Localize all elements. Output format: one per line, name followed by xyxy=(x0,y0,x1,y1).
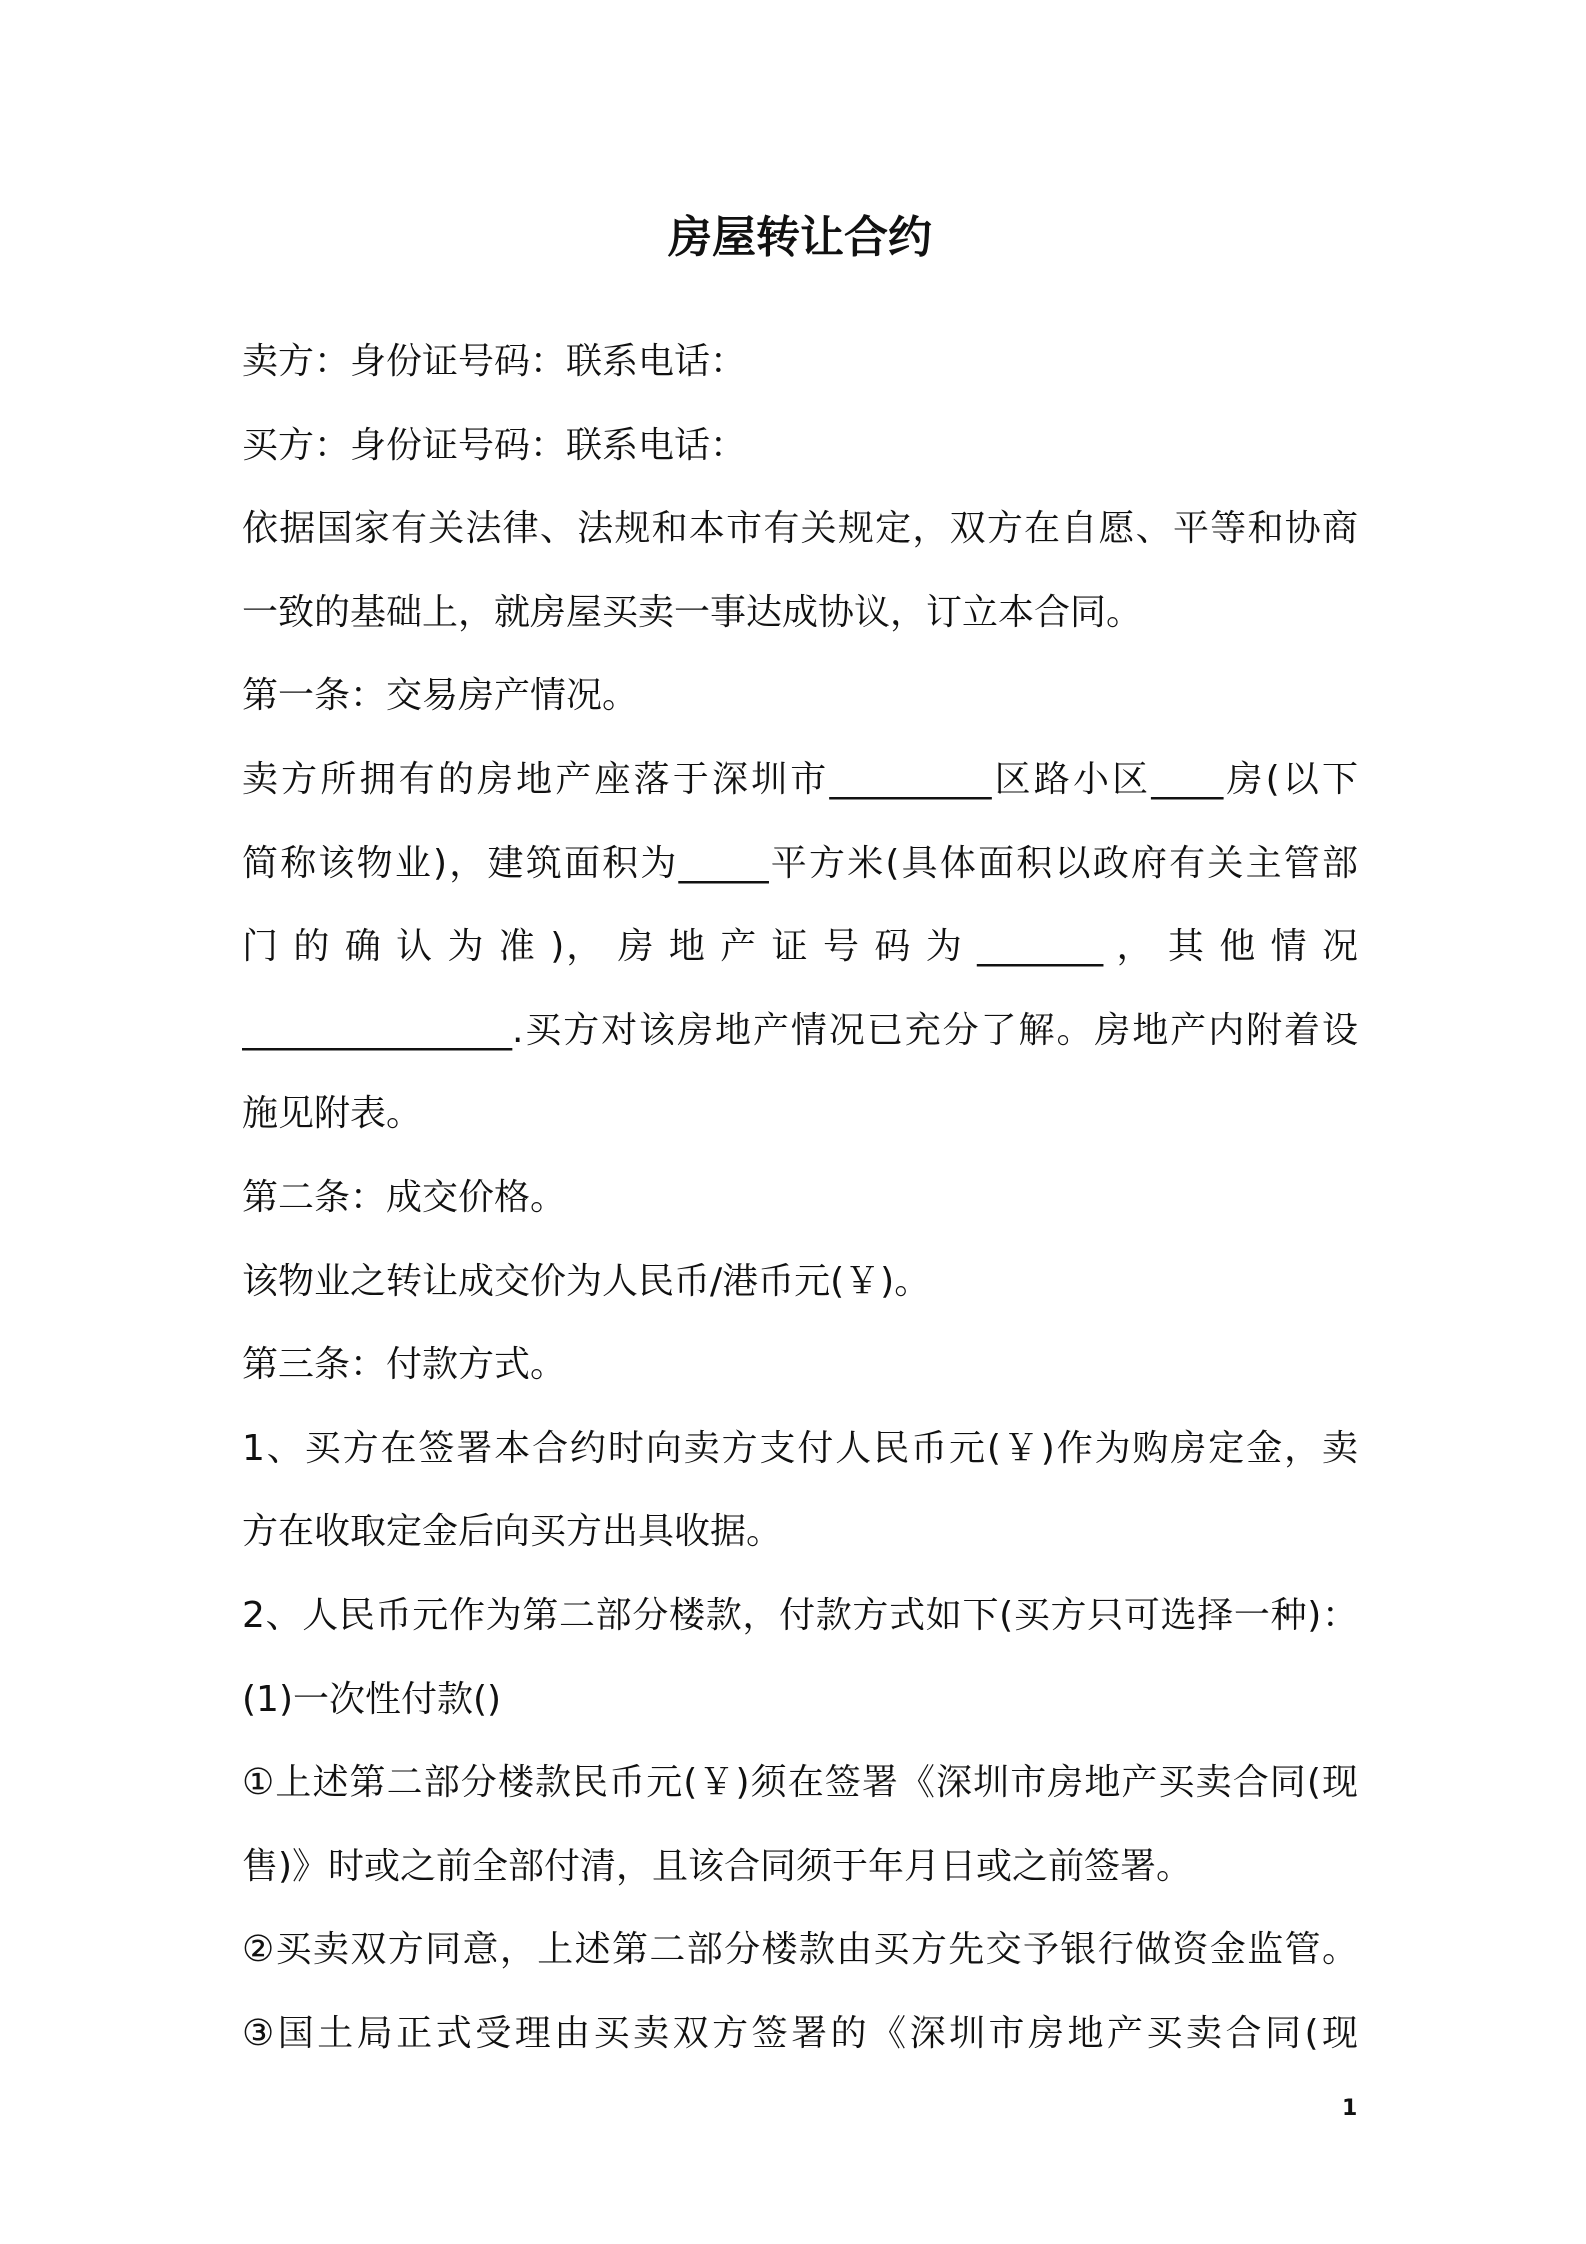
text-line: 第三条：付款方式。 xyxy=(242,1344,567,1386)
text-line: 依据国家有关法律、法规和本市有关规定，双方在自愿、平等和协商 xyxy=(242,508,1358,550)
text-line: 方在收取定金后向买方出具收据。 xyxy=(242,1511,783,1553)
text-line: 1、买方在签署本合约时向卖方支付人民币元(￥)作为购房定金，卖 xyxy=(242,1427,1358,1469)
text-line: 第二条：成交价格。 xyxy=(242,1177,567,1218)
text-line: ②买卖双方同意，上述第二部分楼款由买方先交予银行做资金监管。 xyxy=(242,1929,1358,1971)
text-line: 门 的 确 认 为 准 )， 房 地 产 证 号 码 为 _______ ， 其 他 情 况 xyxy=(242,926,1358,968)
document-title: 房屋转让合约 xyxy=(668,212,932,263)
text-line: 简称该物业)，建筑面积为_____平方米(具体面积以政府有关主管部 xyxy=(242,842,1358,884)
text-line: 买方：身份证号码：联系电话： xyxy=(242,424,747,466)
text-line: 施见附表。 xyxy=(242,1093,423,1135)
text-line: 该物业之转让成交价为人民币/港币元(￥)。 xyxy=(242,1260,931,1302)
page-number: 1 xyxy=(1342,2096,1358,2121)
text-line: 2、人民币元作为第二部分楼款，付款方式如下(买方只可选择一种)： xyxy=(242,1595,1358,1636)
text-line: _______________.买方对该房地产情况已充分了解。房地产内附着设 xyxy=(242,1009,1358,1051)
text-line: ①上述第二部分楼款民币元(￥)须在签署《深圳市房地产买卖合同(现 xyxy=(242,1762,1358,1804)
text-line: 卖方：身份证号码：联系电话： xyxy=(242,341,747,382)
text-line: (1)一次性付款() xyxy=(242,1678,502,1720)
text-line: 第一条：交易房产情况。 xyxy=(242,675,639,717)
text-line: 一致的基础上，就房屋买卖一事达成协议，订立本合同。 xyxy=(242,591,1143,633)
text-line: ③国土局正式受理由买卖双方签署的《深圳市房地产买卖合同(现 xyxy=(242,2013,1358,2054)
text-line: 卖方所拥有的房地产座落于深圳市_________区路小区____房(以下 xyxy=(242,759,1358,800)
text-line: 售)》时或之前全部付清，且该合同须于年月日或之前签署。 xyxy=(242,1845,1193,1887)
